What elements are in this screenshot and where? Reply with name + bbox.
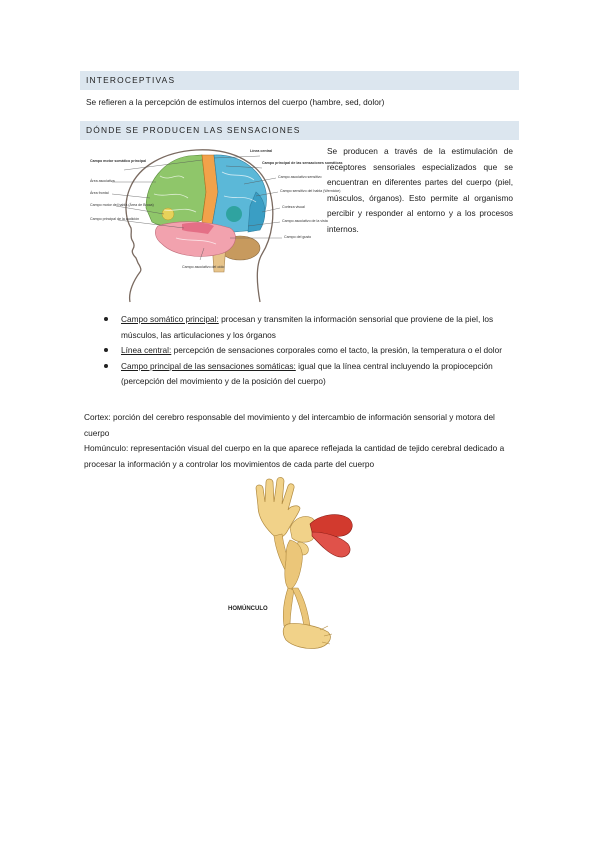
label-sensitivo-habla: Campo sensitivo del habla (Wernicke) [280, 189, 341, 193]
label-area-asociativa: Área asociativa [90, 179, 115, 183]
donde-text: Se producen a través de la estimulación de receptores sensoriales especializados que se encuentran en diferentes partes del cuerpo (piel, músculos, órganos). Esto permite al organismo percibir y responder al entorno y a los procesos internos. [327, 146, 513, 234]
tongue-shape [312, 532, 350, 557]
frontal-lobe [146, 155, 206, 226]
cortex-definition: Cortex: porción del cerebro responsable del movimiento y del intercambio de información sensorial y motora del cuerpo [84, 412, 495, 438]
brain-figure [84, 142, 343, 304]
foot-shape [283, 623, 330, 648]
label-area-frontal: Área frontal [90, 191, 109, 195]
label-linea-central: Línea central [250, 149, 273, 153]
label-asoc-sensitivo: Campo asociativo sensitivo [278, 175, 322, 179]
label-asoc-vista: Campo asociativo de la vista [282, 219, 328, 223]
label-campo-motor: Campo motor somático principal [90, 159, 147, 163]
bullet-icon [104, 317, 108, 321]
leg-left-shape [283, 588, 294, 626]
leg-right-shape [292, 588, 310, 626]
label-auditivo: Campo principal de la audición [90, 217, 140, 221]
wernicke-area [226, 206, 242, 222]
bullet-term: Campo principal de las sensaciones somáticas: [121, 360, 296, 371]
torso-shape [285, 540, 303, 590]
list-item [104, 343, 512, 359]
label-motor-habla: Campo motor del habla (Área de Broca) [90, 203, 154, 207]
interoceptivas-text: Se refieren a la percepción de estímulos internos del cuerpo (hambre, sed, dolor) [86, 97, 385, 107]
homunculo-definition: Homúnculo: representación visual del cuerpo en la que aparece reflejada la cantidad de tejido cerebral dedicado a procesar la información y a controlar los movimientos de cada parte del cuerpo [84, 443, 505, 469]
label-campo-sensaciones: Campo principal de las sensaciones somáticas [262, 161, 343, 165]
label-corteza-visual: Corteza visual [282, 205, 305, 209]
homunculus-figure [228, 476, 364, 656]
section-heading-donde: DÓNDE SE PRODUCEN LAS SENSACIONES [80, 121, 519, 140]
bullet-text: percepción de sensaciones corporales como el tacto, la presión, la temperatura o el dolor [171, 345, 502, 355]
bullet-term: Línea central: [121, 345, 172, 355]
bullet-icon [104, 364, 108, 368]
bullet-term: Campo somático principal: [121, 314, 219, 324]
label-gusto: Campo del gusto [284, 235, 312, 239]
bullet-icon [104, 348, 108, 352]
section-heading-interoceptivas: INTEROCEPTIVAS [80, 71, 519, 90]
bullet-text: procesan y transmiten la información sensorial que proviene de la piel, los músculos, las articulaciones y los órganos [121, 314, 494, 340]
list-item [104, 359, 512, 390]
list-item [104, 312, 512, 343]
homunculus-label: HOMÚNCULO [228, 606, 268, 612]
bullet-text: igual que la línea central incluyendo la propiocepción (percepción del movimiento y de la posición del cuerpo) [121, 360, 493, 386]
sensation-bullets [104, 312, 512, 390]
label-asoc-auditivo: Campo asociativo del oído [182, 265, 225, 269]
